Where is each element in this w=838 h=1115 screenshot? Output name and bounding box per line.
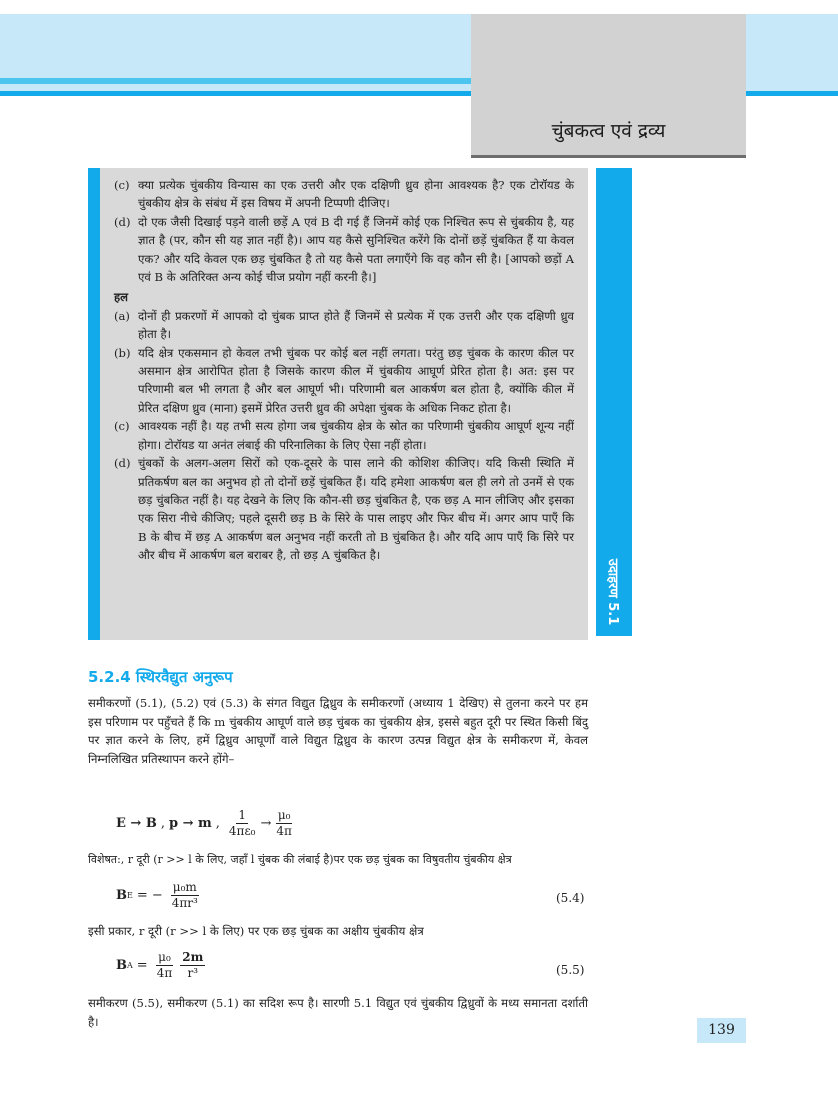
header-stripe-dark-left [0, 91, 471, 96]
example-number: उदाहरण 5.1 [605, 558, 620, 626]
header-stripe-light [0, 78, 471, 84]
fraction-electric [227, 808, 258, 839]
p-to-m: p → m [168, 816, 212, 831]
answer-c [114, 417, 574, 454]
item-text: दोनों ही प्रकरणों में आपको दो चुंबक प्राप्त होते हैं जिनमें से प्रत्येक में एक उत्तरी और एक दक्षिणी ध्रुव होता है। [138, 308, 574, 342]
header-stripe-dark-right [746, 91, 838, 96]
section-heading: 5.2.4 स्थिरवैद्युत अनुरूप [88, 668, 233, 686]
subscript: A [127, 961, 133, 970]
denominator: 4π [156, 966, 173, 980]
numerator: 1 [238, 808, 247, 822]
fraction-1 [155, 950, 175, 981]
field-symbol: B [116, 958, 127, 973]
example-content [114, 176, 574, 565]
paragraph-equatorial: विशेषत:, r दूरी (r >> l के लिए, जहाँ l चुंबक की लंबाई है)पर एक छड़ चुंबक का विषुवतीय चुंबकीय क्षेत्र [88, 853, 512, 866]
equation-5-5 [116, 950, 208, 981]
item-text: यदि क्षेत्र एकसमान हो केवल तभी चुंबक पर कोई बल नहीं लगता। परंतु छड़ चुंबक के कारण कील पर असमान क्षेत्र आरोपित होता है जिसके कारण कील में चुंबकीय आघूर्ण प्रेरित होता है। अत: इस पर परिणामी बल भी लगता है और बल आघूर्ण भी। परिणामी बल आकर्षण बल होता है, क्योंकि कील में प्रेरित दक्षिण ध्रुव (माना) इसमें प्रेरित उत्तरी ध्रुव की अपेक्षा चुंबक के अधिक निकट होता है। [138, 345, 574, 415]
substitution-equation [116, 808, 297, 839]
arrow: → [260, 816, 272, 831]
denominator: 4πr³ [171, 896, 198, 910]
paragraph-intro: समीकरणों (5.1), (5.2) एवं (5.3) के संगत विद्युत द्विध्रुव के समीकरणों (अध्याय 1 देखिए) से तुलना करने पर हम इस परिणाम पर पहुँचते हैं कि m चुंबकीय आघूर्ण वाले छड़ चुंबक का चुंबकीय क्षेत्र, इससे बहुत दूरी पर स्थित किसी बिंदु पर ज्ञात करने के लिए, हमें द्विध्रुव आघूर्णों वाले विद्युत द्विध्रुव के कारण उत्पन्न विद्युत क्षेत्र के समीकरण में, केवल निम्नलिखित प्रतिस्थापन करने होंगे– [88, 696, 588, 766]
item-label: (c) [114, 419, 130, 434]
denominator: 4π [276, 824, 292, 838]
equation-number-5-5: (5.5) [556, 963, 585, 977]
question-d [114, 213, 574, 287]
item-text: चुंबकों के अलग-अलग सिरों को एक-दूसरे के पास लाने की कोशिश कीजिए। यदि किसी स्थिति में प्रतिकर्षण बल का अनुभव हो तो दोनों छड़ें चुंबकित हैं। यदि हमेशा आकर्षण बल ही लगे तो उनमें से एक छड़ चुंबकित नहीं है। यह देखने के लिए कि कौन-सी छड़ चुंबकित है, एक छड़ A मान लीजिए और इसका एक सिरा नीचे कीजिए; पहले दूसरी छड़ B के सिरे के पास लाइए और फिर बीच में। अगर आप पाएँ कि B के बीच में छड़ A आकर्षण बल अनुभव नहीं करती तो B चुंबकित है। और यदि आप पाएँ कि सिरे पर और बीच में आकर्षण बल बराबर है, तो छड़ A चुंबकित है। [138, 456, 574, 563]
chapter-title-box [471, 14, 746, 158]
subscript: E [127, 891, 133, 900]
page-number: 139 [697, 1018, 746, 1043]
chapter-title: चुंबकत्व एवं द्रव्य [551, 120, 666, 142]
separator: , [160, 816, 165, 831]
numerator: μ₀ [277, 808, 291, 822]
field-symbol: B [116, 888, 127, 903]
paragraph-axial: इसी प्रकार, r दूरी (r >> l के लिए) पर एक छड़ चुंबक का अक्षीय चुंबकीय क्षेत्र [88, 924, 424, 938]
separator: , [215, 816, 220, 831]
example-side-label [596, 556, 632, 628]
numerator: μ₀ [158, 950, 171, 964]
item-text: क्या प्रत्येक चुंबकीय विन्यास का एक उत्तरी और एक दक्षिणी ध्रुव होना आवश्यक है? एक टोरॉयड के चुंबकीय क्षेत्र के संबंध में इस विषय में अपनी टिप्पणी दीजिए। [138, 178, 574, 211]
numerator: 2m [182, 950, 204, 964]
example-accent-bar [88, 168, 100, 640]
equation-5-4 [116, 880, 203, 911]
question-c [114, 176, 574, 213]
equals-sign: = [136, 958, 148, 973]
item-text: दो एक जैसी दिखाई पड़ने वाली छड़ें A एवं B दी गई हैं जिनमें कोई एक निश्चित रूप से चुंबकीय है, यह ज्ञात है (पर, कौन सी यह ज्ञात नहीं है)। आप यह कैसे सुनिश्चित करेंगे कि दोनों छड़ें चुंबकित हैं या केवल एक? और यदि केवल एक छड़ चुंबकित है तो यह कैसे पता लगाएँगे कि वह कौन सी है। [आपको छड़ों A एवं B के अतिरिक्त अन्य कोई चीज प्रयोग नहीं करनी है।] [138, 214, 574, 285]
solution-heading: हल [114, 290, 129, 305]
paragraph-conclusion: समीकरण (5.5), समीकरण (5.1) का सदिश रूप है। सारणी 5.1 विद्युत एवं चुंबकीय द्विध्रुवों के मध्य समानता दर्शाती है। [88, 996, 588, 1029]
equation-number-5-4: (5.4) [556, 891, 585, 905]
denominator: r³ [187, 966, 199, 980]
item-label: (b) [114, 345, 131, 360]
item-label: (d) [114, 456, 131, 471]
equals-sign: = − [136, 888, 163, 903]
numerator: μ₀m [172, 880, 197, 894]
item-text: आवश्यक नहीं है। यह तभी सत्य होगा जब चुंबकीय क्षेत्र के स्रोत का परिणामी चुंबकीय आघूर्ण शून्य नहीं होगा। टोरॉयड या अनंत लंबाई की परिनालिका के लिए ऐसा नहीं होता। [138, 419, 574, 452]
e-to-b: E → B [116, 816, 157, 831]
example-side-tab [596, 168, 632, 636]
item-label: (d) [114, 214, 131, 229]
answer-a [114, 307, 574, 344]
fraction [170, 880, 200, 911]
item-label: (a) [114, 308, 130, 323]
example-box [88, 168, 588, 640]
denominator: 4πε₀ [228, 824, 256, 838]
fraction-2 [180, 950, 205, 981]
answer-d [114, 454, 574, 564]
fraction-magnetic [274, 808, 294, 839]
item-label: (c) [114, 178, 130, 192]
answer-b [114, 344, 574, 418]
